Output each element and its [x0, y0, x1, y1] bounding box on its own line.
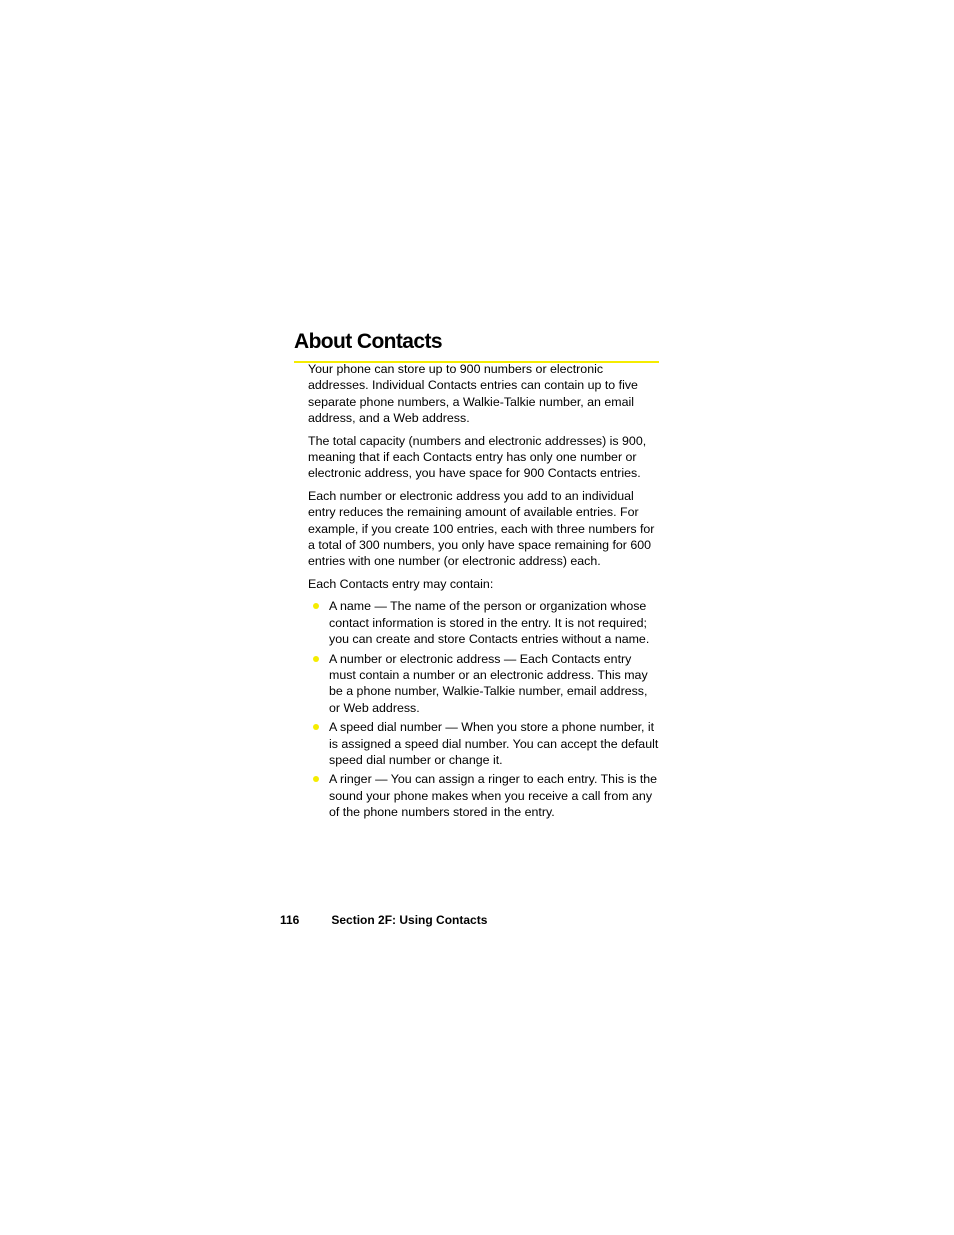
list-item — [308, 719, 660, 768]
page-title: About Contacts — [294, 328, 659, 363]
bullet-dot-icon — [313, 603, 319, 609]
paragraph: Your phone can store up to 900 numbers or electronic addresses. Individual Contacts entries can contain up to five separate phone numbers, a Walkie-Talkie number, an email address, and a Web address. — [308, 362, 638, 426]
body-text — [308, 361, 660, 824]
list-item-text: A ringer — You can assign a ringer to each entry. This is the sound your phone makes when you receive a call from any of the phone numbers stored in the entry. — [329, 772, 658, 820]
list-item-text: A speed dial number — When you store a phone number, it is assigned a speed dial number. You can accept the default speed dial number or change it. — [329, 720, 659, 767]
bullet-dot-icon — [313, 724, 319, 730]
list-item — [308, 598, 660, 647]
bullet-dot-icon — [313, 776, 319, 782]
section-label: Section 2F: Using Contacts — [331, 913, 488, 927]
list-item-text: A name — The name of the person or organization whose contact information is stored in the entry. It is not required; you can create and store Contacts entries without a name. — [329, 599, 650, 647]
list-item — [308, 651, 660, 717]
page-footer — [280, 912, 487, 928]
bullet-list — [308, 598, 660, 820]
list-item-text: A number or electronic address — Each Contacts entry must contain a number or an electronic address. This may be a phone number, Walkie-Talkie number, email address, or Web address. — [329, 651, 648, 715]
bullet-dot-icon — [313, 656, 319, 662]
paragraph: Each number or electronic address you add to an individual entry reduces the remaining amount of available entries. For example, if you create 100 entries, each with three numbers for a total of 300 numbers, you only have space remaining for 600 entries with one number (or electronic address) each. — [308, 488, 655, 569]
list-intro: Each Contacts entry may contain: — [308, 576, 494, 591]
page-number: 116 — [280, 913, 300, 927]
list-item — [308, 771, 660, 820]
paragraph: The total capacity (numbers and electronic addresses) is 900, meaning that if each Contacts entry has only one number or electronic address, you have space for 900 Contacts entries. — [308, 433, 647, 481]
